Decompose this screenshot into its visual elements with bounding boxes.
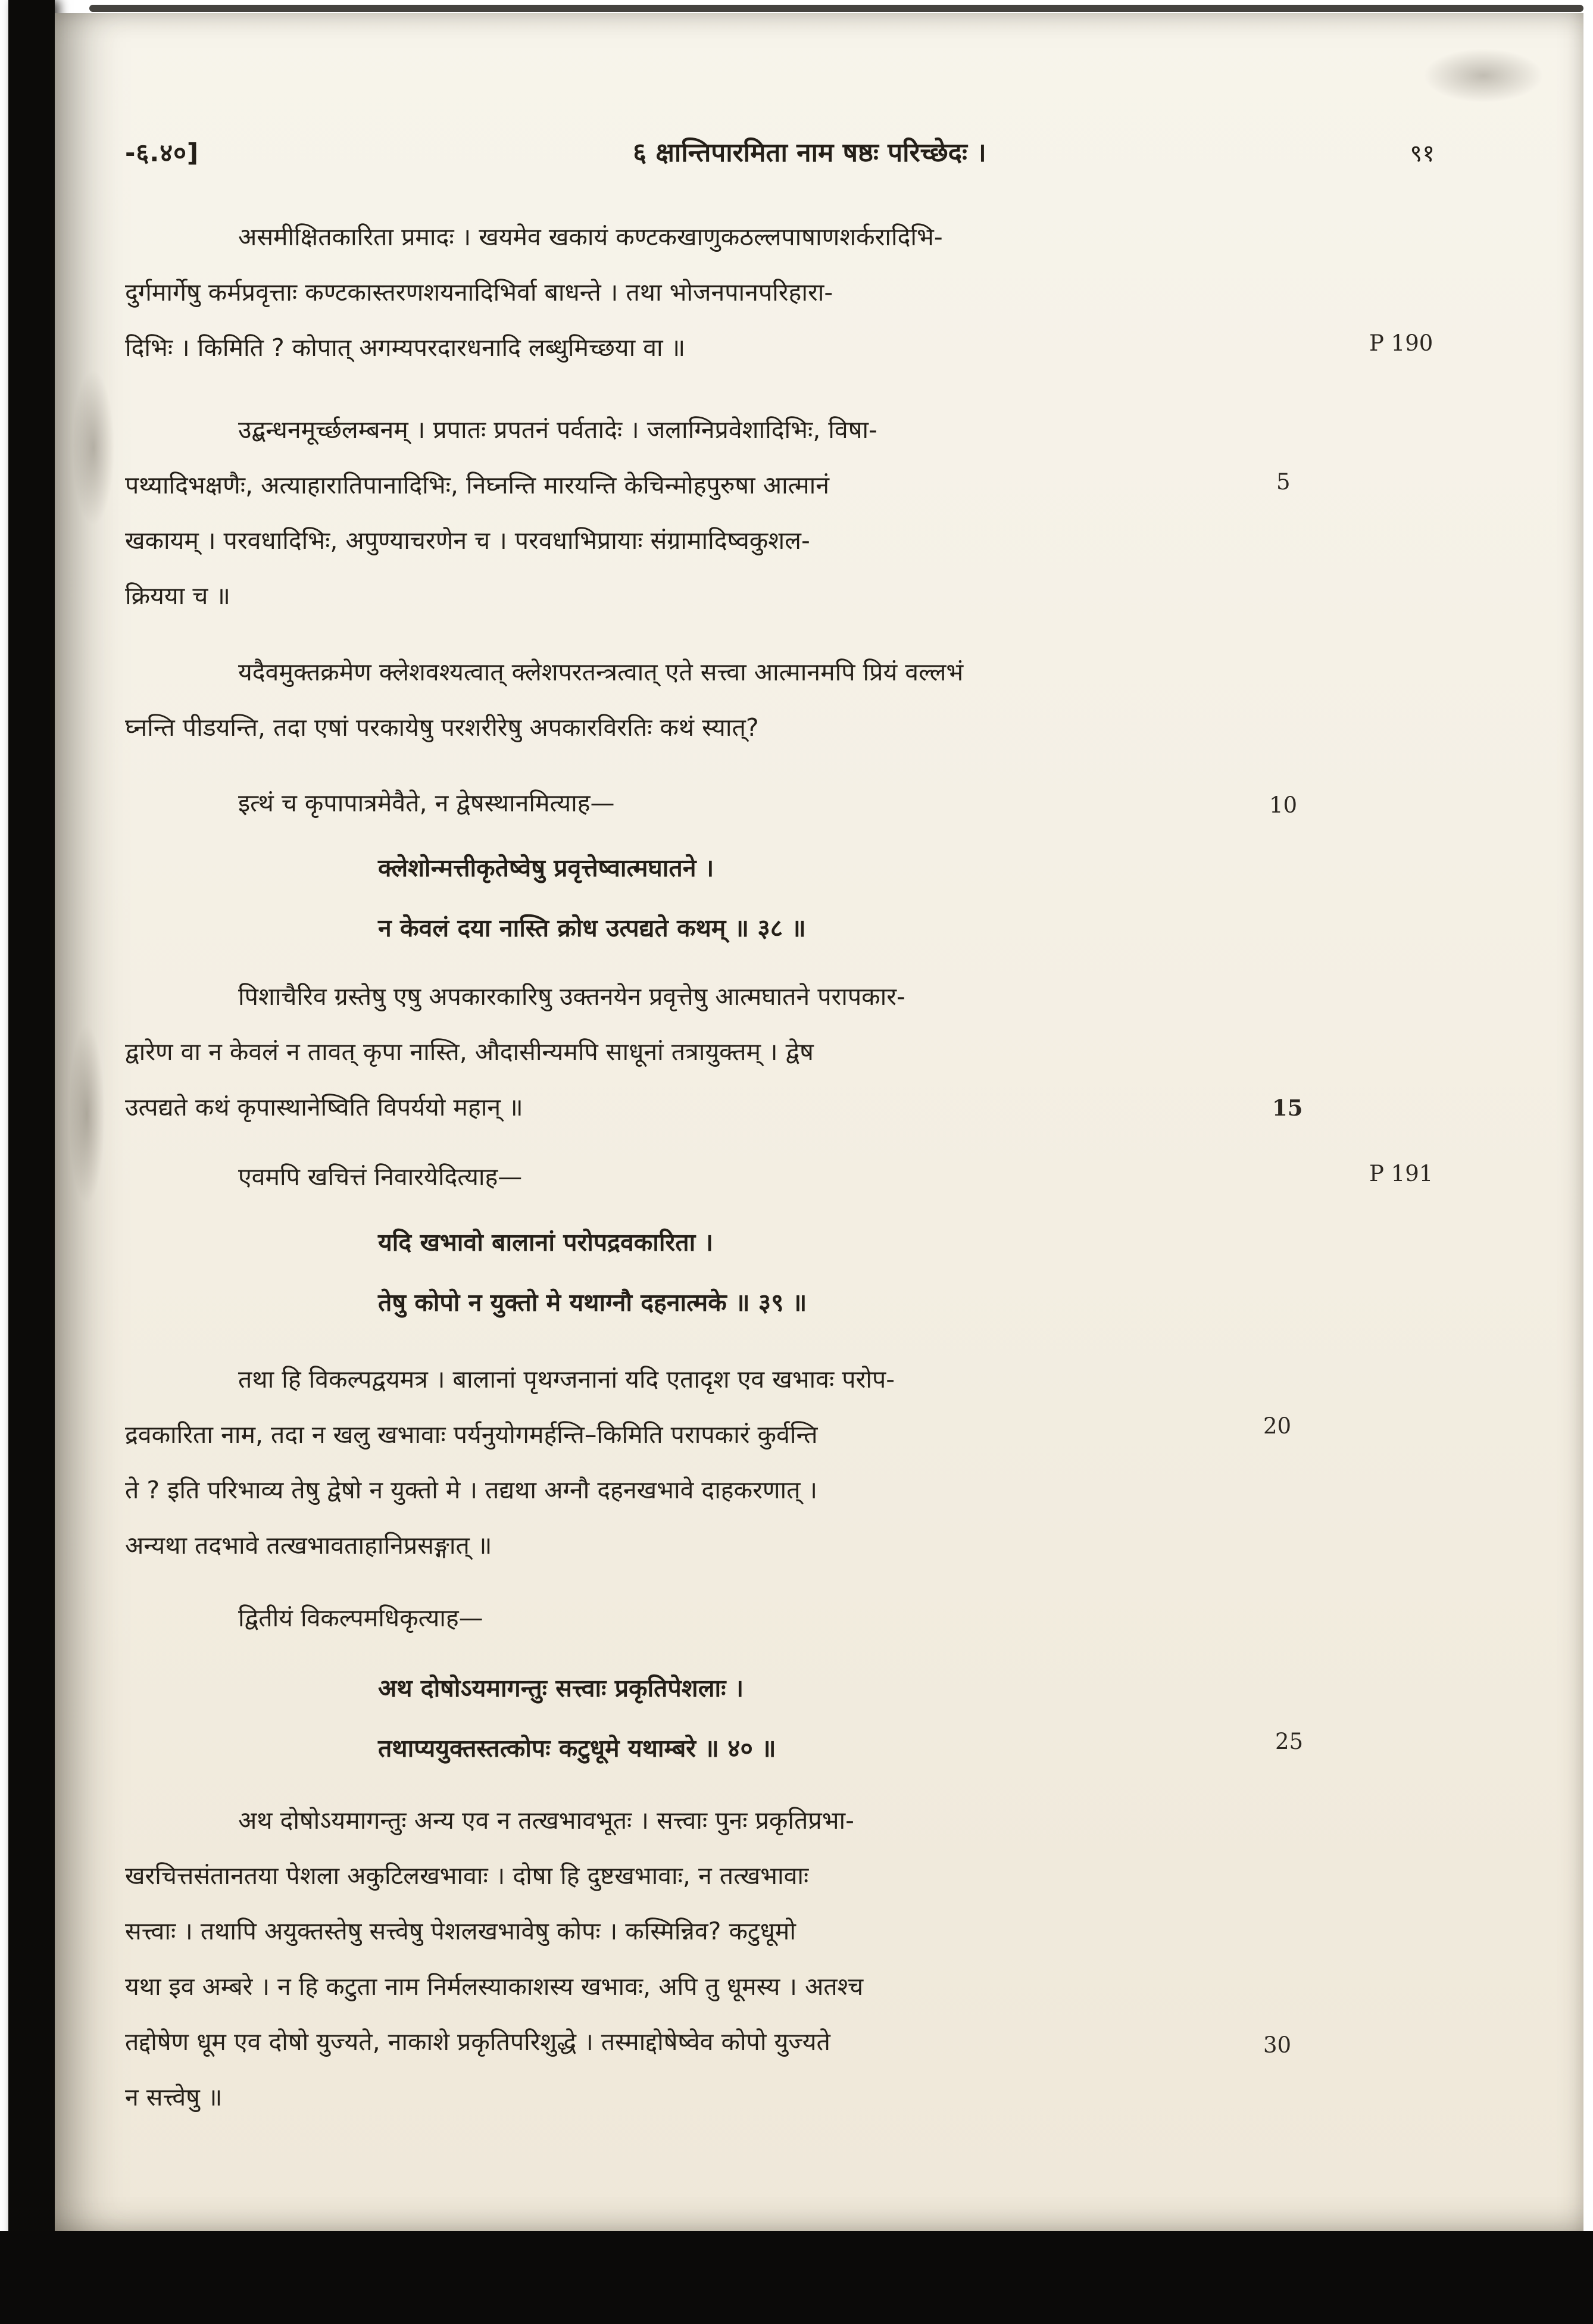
page-header [125,133,1435,169]
line-number: 25 [1275,1729,1304,1754]
prose-paragraph [125,402,1322,624]
chapter-title: ६ क्षान्तिपारमिता नाम षष्ठः परिच्छेदः । [633,138,986,168]
prose-line: उद्बन्धनमूर्च्छलम्बनम् । प्रपातः प्रपतनं पर्वतादेः । जलाग्निप्रवेशादिभिः, विषा- [238,416,877,444]
prose-line: खरचित्तसंतानतया पेशला अकुटिलखभावाः । दोषा हि दुष्टखभावाः, न तत्खभावाः [125,1861,809,1890]
prose-line: पिशाचैरिव ग्रस्तेषु एषु अपकारकारिषु उक्तनयेन प्रवृत्तेषु आत्मघातने परापकार- [238,982,905,1011]
prose-line: तद्दोषेण धूम एव दोषो युज्यते, नाकाशे प्रकृतिपरिशुद्धे । तस्माद्दोषेष्वेव कोपो युज्यते [125,2028,830,2056]
prose-line: तथा हि विकल्पद्वयमत्र । बालानां पृथग्जनानां यदि एतादृश एव खभावः परोप- [238,1365,895,1394]
prose-paragraph [125,1352,1322,1573]
prose-line: घ्नन्ति पीडयन्ति, तदा एषां परकायेषु परशरीरेषु अपकारविरतिः कथं स्यात्? [125,713,759,742]
prose-line: पथ्यादिभक्षणैः, अत्याहारातिपानादिभिः, निघ्नन्ति मारयन्ति केचिन्मोहपुरुषा आत्मानं [125,471,830,499]
verse-line: तेषु कोपो न युक्तो मे यथाग्नौ दहनात्मके ॥ ३९ ॥ [378,1288,807,1317]
edition-page-ref: P 190 [1369,330,1433,356]
prose-line: ते ? इति परिभाव्य तेषु द्वेषो न युक्तो मे । तद्यथा अग्नौ दहनखभावे दाहकरणात् । [125,1476,818,1504]
scan-edge-top [89,5,1583,12]
prose-line: यथा इव अम्बरे । न हि कटुता नाम निर्मलस्याकाशस्य खभावः, अपि तु धूमस्य । अतश्च [125,1972,864,2001]
line-number: 5 [1276,469,1291,495]
verse-stanza [125,1213,1322,1333]
verse-stanza [125,838,1322,958]
scan-smudge [1424,49,1543,102]
edition-page-ref: P 191 [1369,1161,1433,1186]
line-number: 15 [1272,1095,1303,1121]
line-number: 30 [1263,2032,1292,2058]
prose-line: न सत्त्वेषु ॥ [125,2083,223,2111]
prose-paragraph [125,776,1322,831]
verse-range-marker: -६.४०] [125,138,199,167]
prose-line: उत्पद्यते कथं कृपास्थानेष्विति विपर्ययो महान् ॥ [125,1093,523,1122]
prose-line: सत्त्वाः । तथापि अयुक्तस्तेषु सत्त्वेषु पेशलखभावेषु कोपः । कस्मिन्निव? कटुधूमो [125,1917,796,1945]
prose-line: द्रवकारिता नाम, तदा न खलु खभावाः पर्यनुयोगमर्हन्ति–किमिति परापकारं कुर्वन्ति [125,1420,818,1449]
prose-line: दिभिः । किमिति ? कोपात् अगम्यपरदारधनादि लब्धुमिच्छया वा ॥ [125,333,686,362]
scan-smudge [69,1025,105,1204]
folio-page-number: ९१ [1410,140,1435,167]
line-number: 20 [1263,1413,1292,1439]
verse-line: न केवलं दया नास्ति क्रोध उत्पद्यते कथम् ॥ ३८ ॥ [378,914,806,942]
prose-line: अन्यथा तदभावे तत्खभावताहानिप्रसङ्गात् ॥ [125,1531,492,1560]
book-page [55,13,1583,2231]
line-number: 10 [1269,792,1298,818]
text-column [125,210,1322,2125]
prose-line: द्वारेण वा न केवलं न तावत् कृपा नास्ति, औदासीन्यमपि साधूनां तत्रायुक्तम् । द्वेष [125,1038,814,1066]
scan-smudge [73,370,114,525]
prose-line: द्वितीयं विकल्पमधिकृत्याह— [238,1604,483,1632]
scan-edge-left [8,0,55,2324]
prose-paragraph [125,210,1322,376]
prose-line: अथ दोषोऽयमागन्तुः अन्य एव न तत्खभावभूतः । सत्त्वाः पुनः प्रकृतिप्रभा- [238,1806,854,1835]
prose-paragraph [125,969,1322,1135]
prose-line: क्रियया च ॥ [125,582,230,610]
prose-line: असमीक्षितकारिता प्रमादः । खयमेव खकायं कण्टकखाणुकठल्लपाषाणशर्करादिभि- [238,223,943,251]
prose-paragraph [125,1591,1322,1646]
verse-line: तथाप्ययुक्तस्तत्कोपः कटुधूमे यथाम्बरे ॥ ४० ॥ [378,1734,776,1763]
prose-paragraph [125,1793,1322,2125]
verse-line: अथ दोषोऽयमागन्तुः सत्त्वाः प्रकृतिपेशलाः । [378,1674,744,1703]
prose-paragraph [125,645,1322,755]
prose-line: यदैवमुक्तक्रमेण क्लेशवश्यत्वात् क्लेशपरतन्त्रत्वात् एते सत्त्वा आत्मानमपि प्रियं वल्लभं [238,658,964,686]
prose-line: एवमपि खचित्तं निवारयेदित्याह— [238,1163,523,1191]
prose-line: दुर्गमार्गेषु कर्मप्रवृत्ताः कण्टकास्तरणशयनादिभिर्वा बाधन्ते । तथा भोजनपानपरिहारा- [125,278,833,307]
prose-line: इत्थं च कृपापात्रमेवैते, न द्वेषस्थानमित्याह— [238,789,615,817]
scan-edge-bottom [0,2231,1593,2324]
prose-line: खकायम् । परवधादिभिः, अपुण्याचरणेन च । परवधाभिप्रायाः संग्रामादिष्वकुशल- [125,526,810,555]
verse-stanza [125,1658,1322,1779]
verse-line: क्लेशोन्मत्तीकृतेष्वेषु प्रवृत्तेष्वात्मघातने । [378,854,714,882]
verse-line: यदि खभावो बालानां परोपद्रवकारिता । [378,1228,714,1257]
prose-paragraph [125,1149,1322,1205]
